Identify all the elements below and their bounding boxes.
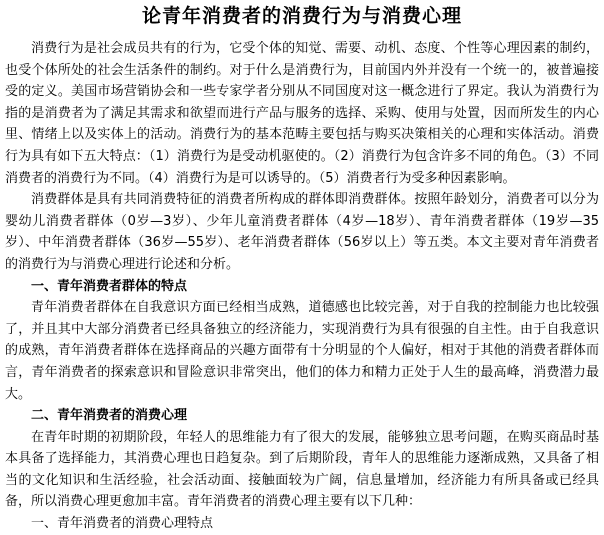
paragraph-youth-psychology: 在青年时期的初期阶段，年轻人的思维能力有了很大的发展，能够独立思考问题，在购买商品时基本具备了选择能力，其消费心理也日趋复杂。到了后期阶段，青年人的思维能力逐渐成熟，又具备了相当的文化知识和生活经验，社会活动面、接触面较为广阔，信息量增加，经济能力有所具备或已经具备，所以消费心理更愈加丰富。青年消费者的消费心理主要有以下几种： bbox=[5, 429, 599, 510]
section-heading-youth-traits: 一、青年消费者群体的特点 bbox=[31, 278, 188, 294]
paragraph-consumer-groups: 消费群体是具有共同消费特征的消费者所构成的群体即消费群体。按照年龄划分，消费者可以分为婴幼儿消费者群体（0岁—3岁）、少年儿童消费者群体（4岁—18岁）、青年消费者群体（19岁—35岁）、中年消费者群体（36岁—55岁）、老年消费者群体（56岁以上）等五类。本文主要对青年消费者的消费行为与消费心理进行论述和分析。 bbox=[5, 192, 599, 272]
paragraph-consumer-behavior: 消费行为是社会成员共有的行为，它受个体的知觉、需要、动机、态度、个性等心理因素的制约，也受个体所处的社会生活条件的制约。对于什么是消费行为，目前国内外并没有一个统一的，被普遍接受的定义。美国市场营销协会和一些专家学者分别从不同国度对这一概念进行了界定。我认为消费行为指的是消费者为了满足其需求和欲望而进行产品与服务的选择、采购、使用与处置，因而所发生的内心里、情绪上以及实体上的活动。消费行为的基本范畴主要包括与购买决策相关的心理和实体活动。消费行为具有如下五大特点：（1）消费行为是受动机驱使的。（2）消费行为包含许多不同的角色。（3）不同消费者的消费行为不同。（4）消费行为是可以诱导的。（5）消费者行为受多种因素影响。 bbox=[5, 41, 599, 186]
section-heading-youth-psychology: 二、青年消费者的消费心理 bbox=[31, 408, 188, 424]
document-body bbox=[5, 38, 599, 535]
paragraph-cut-off-line: 一、青年消费者的消费心理特点 bbox=[31, 516, 214, 532]
document-title: 论青年消费者的消费行为与消费心理 bbox=[141, 5, 462, 27]
paragraph-youth-traits: 青年消费者群体在自我意识方面已经相当成熟，道德感也比较完善，对于自我的控制能力也比较强了，并且其中大部分消费者已经具备独立的经济能力，实现消费行为具有很强的自主性。由于自我意识的成熟，青年消费者群体在选择商品的兴趣方面带有十分明显的个人偏好，相对于其他的消费者群体而言，青年消费者的探索意识和冒险意识非常突出，他们的体力和精力正处于人生的最高峰，消费潜力最大。 bbox=[5, 300, 599, 402]
